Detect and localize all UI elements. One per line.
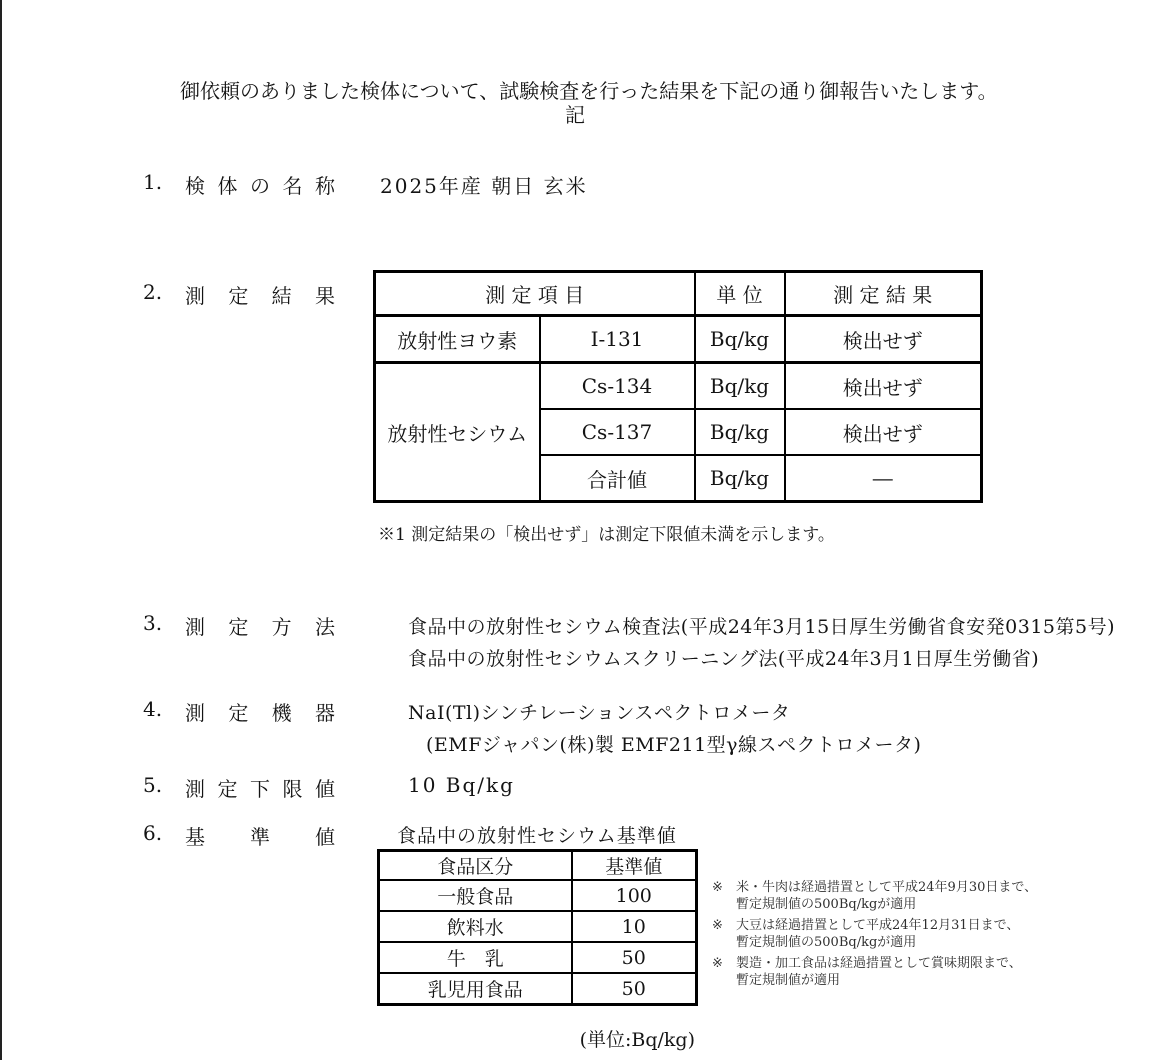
item-number: 6. [143, 821, 163, 845]
cell-category: 乳児用食品 [379, 973, 572, 1005]
item-detection-limit [143, 773, 515, 802]
cell-unit: Bq/kg [695, 409, 785, 455]
cell-category: 一般食品 [379, 880, 572, 911]
cell-group: 放射性セシウム [375, 363, 540, 502]
cell-nuclide: Cs-137 [540, 409, 695, 455]
cell-category: 牛 乳 [379, 942, 572, 973]
cell-value: 50 [572, 973, 697, 1005]
table-row-general-food [379, 880, 697, 911]
cell-unit: Bq/kg [695, 363, 785, 410]
item-measurement-method [143, 611, 1115, 675]
cell-value: 50 [572, 942, 697, 973]
note-soybean [712, 917, 1162, 951]
note-processed-food [712, 955, 1162, 989]
cell-unit: Bq/kg [695, 316, 785, 363]
standard-notes [712, 879, 1162, 993]
result-table-footnote: ※1 測定結果の「検出せず」は測定下限値未満を示します。 [378, 525, 835, 545]
instrument-line-2: (EMFジャパン(株)製 EMF211型γ線スペクトロメータ) [426, 734, 922, 756]
cell-nuclide: Cs-134 [540, 363, 695, 410]
note-line-1: 製造・加工食品は経過措置として賞味期限まで、 [736, 956, 1022, 971]
item-label: 測定方法 [185, 615, 335, 639]
item-measurement-result [143, 280, 380, 309]
note-line-1: 米・牛肉は経過措置として平成24年9月30日まで、 [736, 880, 1038, 895]
note-rice-beef [712, 879, 1162, 913]
result-table-header-row [375, 272, 982, 316]
note-line-2: 暫定規制値の500Bq/kgが適用 [736, 935, 917, 950]
header-unit: 単 位 [695, 272, 785, 316]
table-row-cs134 [375, 363, 982, 410]
cell-nuclide: 合計値 [540, 455, 695, 502]
item-number: 3. [143, 611, 163, 635]
method-lines [408, 611, 1115, 675]
table-row-drinking-water [379, 911, 697, 942]
reference-mark: ※ [712, 918, 723, 933]
header-food-category: 食品区分 [379, 851, 572, 881]
item-label: 基準値 [185, 825, 335, 849]
section-mark: 記 [565, 103, 585, 127]
item-standard-value [143, 821, 677, 850]
cell-result: 検出せず [785, 316, 982, 363]
item-sample-name [143, 170, 588, 199]
reference-mark: ※ [712, 956, 723, 971]
header-measurement-item: 測 定 項 目 [375, 272, 695, 316]
intro-text: 御依頼のありました検体について、試験検査を行った結果を下記の通り御報告いたします。 [180, 79, 998, 103]
detection-limit-value: 10 Bq/kg [408, 773, 515, 797]
instrument-line-1: NaI(Tl)シンチレーションスペクトロメータ [408, 702, 791, 724]
note-line-1: 大豆は経過措置として平成24年12月31日まで、 [736, 918, 1020, 933]
standard-value-table [377, 849, 698, 1006]
method-line-2: 食品中の放射性セシウムスクリーニング法(平成24年3月1日厚生労働省) [408, 648, 1040, 670]
sample-name-value: 2025年産 朝日 玄米 [380, 174, 588, 198]
cell-result: 検出せず [785, 409, 982, 455]
standard-table-title: 食品中の放射性セシウム基準値 [397, 825, 677, 847]
cell-unit: Bq/kg [695, 455, 785, 502]
header-standard-value: 基準値 [572, 851, 697, 881]
item-label: 測定結果 [185, 284, 335, 308]
table-row-iodine [375, 316, 982, 363]
item-number: 2. [143, 280, 163, 304]
table-row-milk [379, 942, 697, 973]
item-label: 測定機器 [185, 701, 335, 725]
instrument-lines [408, 697, 921, 761]
cell-group: 放射性ヨウ素 [375, 316, 540, 363]
cell-nuclide: I-131 [540, 316, 695, 363]
item-number: 1. [143, 170, 163, 194]
cell-result: 検出せず [785, 363, 982, 410]
standard-table-header-row [379, 851, 697, 881]
standard-table-unit-note: (単位:Bq/kg) [579, 1029, 695, 1051]
cell-result: ― [785, 455, 982, 502]
item-label: 測定下限値 [185, 777, 335, 801]
table-row-infant-food [379, 973, 697, 1005]
reference-mark: ※ [712, 880, 723, 895]
cell-value: 100 [572, 880, 697, 911]
note-line-2: 暫定規制値の500Bq/kgが適用 [736, 897, 917, 912]
cell-value: 10 [572, 911, 697, 942]
measurement-result-table [373, 270, 983, 503]
item-measurement-instrument [143, 697, 921, 761]
item-number: 5. [143, 773, 163, 797]
method-line-1: 食品中の放射性セシウム検査法(平成24年3月15日厚生労働省食安発0315第5号) [408, 616, 1116, 638]
cell-category: 飲料水 [379, 911, 572, 942]
item-label: 検体の名称 [185, 174, 335, 198]
note-line-2: 暫定規制値が適用 [736, 973, 841, 988]
scan-left-border [0, 0, 2, 1060]
item-number: 4. [143, 697, 163, 721]
header-result: 測 定 結 果 [785, 272, 982, 316]
